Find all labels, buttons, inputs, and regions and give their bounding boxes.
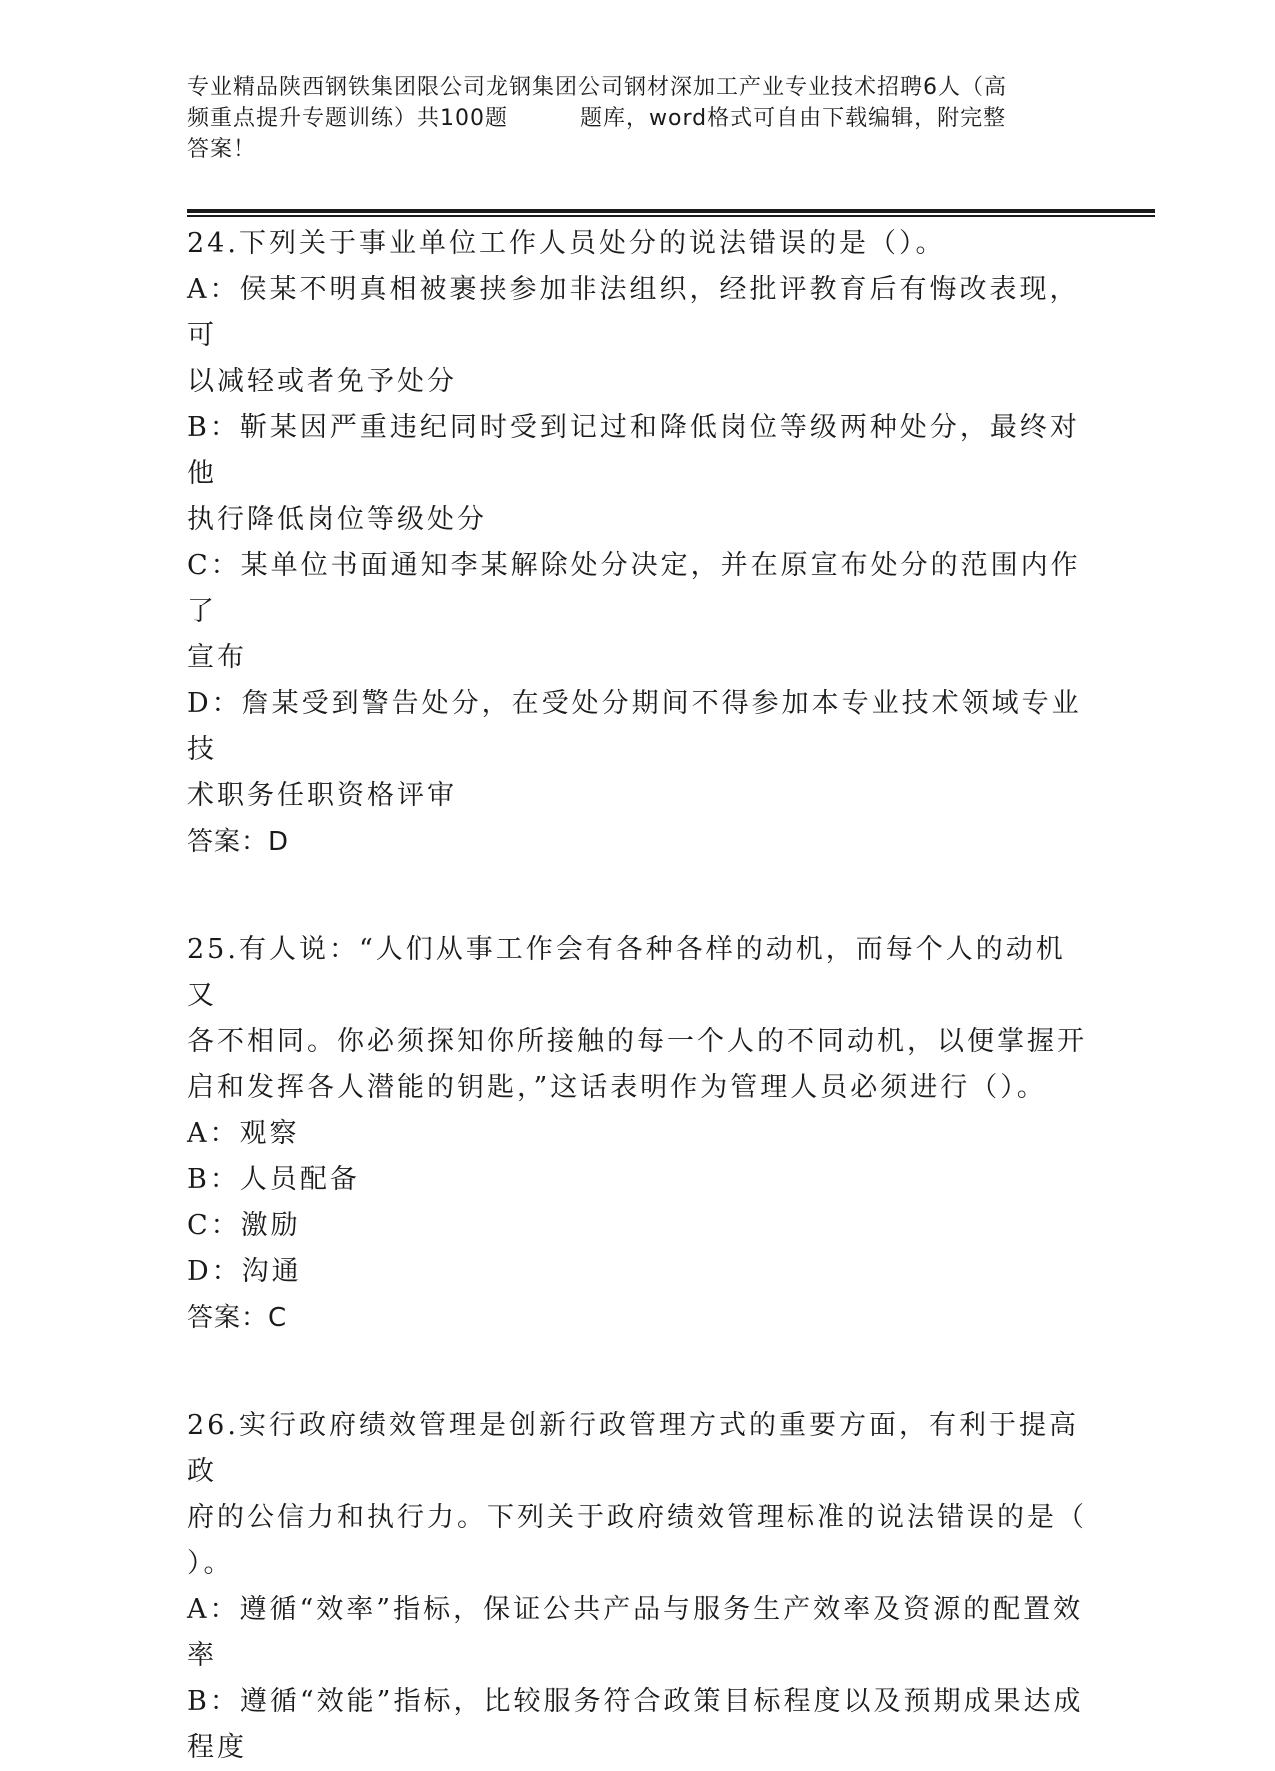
question-stem: 25.有人说：“人们从事工作会有各种各样的动机，而每个人的动机又 bbox=[187, 934, 1066, 1011]
option-b-cont: 程度 bbox=[187, 1732, 247, 1763]
question-stem-cont: 各不相同。你必须探知你所接触的每一个人的不同动机，以便掌握开 bbox=[187, 1026, 1087, 1057]
option-a-cont: 以减轻或者免予处分 bbox=[187, 366, 457, 397]
option-c: C：某单位书面通知李某解除处分决定，并在原宣布处分的范围内作了 bbox=[187, 550, 1081, 627]
question-stem-cont: 府的公信力和执行力。下列关于政府绩效管理标准的说法错误的是（ bbox=[187, 1502, 1087, 1533]
header-line-2a: 频重点提升专题训练）共100题 bbox=[187, 106, 508, 131]
header-line-3: 答案！ bbox=[187, 137, 257, 162]
question-stem-cont: 启和发挥各人潜能的钥匙，”这话表明作为管理人员必须进行（）。 bbox=[187, 1072, 1047, 1103]
option-b: B：人员配备 bbox=[187, 1164, 360, 1195]
option-a-cont: 率 bbox=[187, 1640, 217, 1671]
option-a: A：侯某不明真相被裹挟参加非法组织，经批评教育后有悔改表现，可 bbox=[187, 274, 1080, 351]
option-c: C：激励 bbox=[187, 1210, 301, 1241]
option-d: D：詹某受到警告处分，在受处分期间不得参加本专业技术领域专业技 bbox=[187, 688, 1082, 765]
question-26 bbox=[187, 1403, 1087, 1771]
question-25 bbox=[187, 927, 1087, 1341]
option-a: A：遵循“效率”指标，保证公共产品与服务生产效率及资源的配置效 bbox=[187, 1594, 1084, 1625]
option-d-cont: 术职务任职资格评审 bbox=[187, 780, 457, 811]
question-stem-cont: ）。 bbox=[187, 1548, 234, 1579]
header-line-2b: 题库，word格式可自由下载编辑，附完整 bbox=[580, 106, 1007, 131]
question-list bbox=[187, 221, 1087, 1771]
header-line-2 bbox=[187, 103, 1087, 134]
option-d: D：沟通 bbox=[187, 1256, 302, 1287]
question-24 bbox=[187, 221, 1087, 865]
answer: 答案：C bbox=[187, 1303, 288, 1333]
header-divider-thin bbox=[187, 215, 1155, 217]
option-c-cont: 宣布 bbox=[187, 642, 247, 673]
question-stem: 26.实行政府绩效管理是创新行政管理方式的重要方面，有利于提高政 bbox=[187, 1410, 1079, 1487]
question-spacer bbox=[187, 865, 1087, 927]
option-a: A：观察 bbox=[187, 1118, 300, 1149]
answer: 答案：D bbox=[187, 827, 290, 857]
question-stem: 24.下列关于事业单位工作人员处分的说法错误的是（）。 bbox=[187, 228, 946, 259]
option-b: B：靳某因严重违纪同时受到记过和降低岗位等级两种处分，最终对他 bbox=[187, 412, 1080, 489]
option-b-cont: 执行降低岗位等级处分 bbox=[187, 504, 487, 535]
option-b: B：遵循“效能”指标，比较服务符合政策目标程度以及预期成果达成 bbox=[187, 1686, 1084, 1717]
header-line-1: 专业精品陕西钢铁集团限公司龙钢集团公司钢材深加工产业专业技术招聘6人（高 bbox=[187, 75, 1007, 100]
header-divider-thick bbox=[187, 209, 1155, 213]
question-spacer bbox=[187, 1341, 1087, 1403]
document-header bbox=[187, 72, 1087, 165]
